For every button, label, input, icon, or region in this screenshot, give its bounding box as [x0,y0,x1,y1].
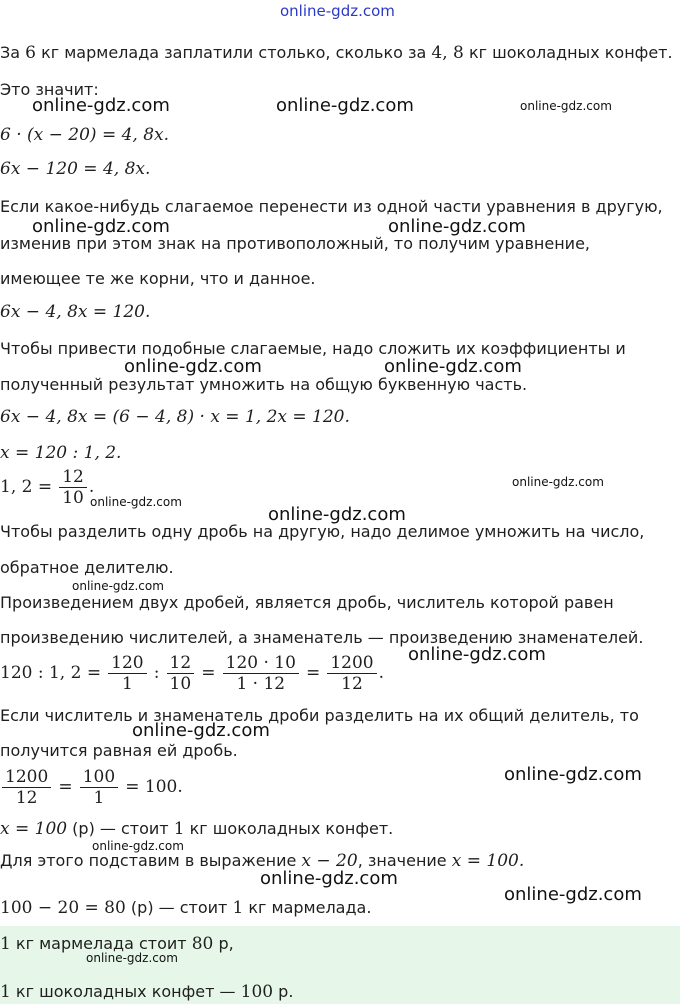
watermark: online-gdz.com [132,720,270,741]
equation-fraction: 1, 2 = $\frac{12}{10}$ . [0,467,95,508]
equation: 6x − 4, 8x = 120. [0,302,151,322]
equation-fractions: $\frac{1200}{12}$ = $\frac{100}{1}$ = 100. [0,764,183,810]
equation: 6 · (x − 20) = 4, 8x. [0,125,170,145]
watermark: online-gdz.com [504,884,642,905]
text-line: Произведением двух дробей, является дробь, числитель которой равен [0,593,614,612]
text-line: имеющее те же корни, что и данное. [0,269,316,288]
fraction: $\frac{120 \cdot 10}{1 \cdot 12}$ [223,653,299,694]
answer-line-marmalade: 1 кг мармелада стоит 80 р, [0,934,234,954]
equation: x = 120 : 1, 2. [0,443,122,463]
watermark: online-gdz.com [92,839,184,853]
equation: 6x − 4, 8x = (6 − 4, 8) · x = 1, 2x = 120. [0,407,350,427]
watermark: online-gdz.com [260,868,398,889]
text-line: Чтобы разделить одну дробь на другую, надо делимое умножить на число, [0,522,645,541]
watermark: online-gdz.com [512,475,604,489]
problem-statement: За 6 кг мармелада заплатили столько, сколько за 4, 8 кг шоколадных конфет. [0,43,673,63]
text-line: обратное делителю. [0,558,174,577]
watermark: online-gdz.com [90,495,182,509]
result-line: x = 100 (р) — стоит 1 кг шоколадных конфет. [0,819,394,839]
text-line: произведению числителей, а знаменатель — произведению знаменателей. [0,628,644,647]
fraction: $\frac{1200}{12}$ [327,653,376,694]
watermark: online-gdz.com [32,95,170,116]
text-line: изменив при этом знак на противоположный, то получим уравнение, [0,234,591,253]
text-line: Чтобы привести подобные слагаемые, надо сложить их коэффициенты и [0,339,626,358]
watermark: online-gdz.com [408,644,546,665]
watermark: online-gdz.com [388,216,526,237]
watermark: online-gdz.com [86,951,178,965]
equation: 6x − 120 = 4, 8x. [0,159,151,179]
watermark-top: online-gdz.com [280,2,395,20]
equation-fractions: 120 : 1, 2 = $\frac{120}{1}$ : $\frac{12}{10}$ = $\frac{120 \cdot 10}{1 \cdot 12}$ = $\frac{1200}{12}$ . [0,653,385,694]
fraction: $\frac{100}{1}$ [80,767,118,808]
watermark: online-gdz.com [124,356,262,377]
fraction: $\frac{1200}{12}$ [2,767,51,808]
watermark: online-gdz.com [504,764,642,785]
text-line: Для этого подставим в выражение x − 20, значение x = 100. [0,851,525,871]
answer-line-chocolate: 1 кг шоколадных конфет — 100 р. [0,982,294,1002]
result-line: 100 − 20 = 80 (р) — стоит 1 кг мармелада. [0,898,372,918]
watermark: online-gdz.com [384,356,522,377]
text-line: Если числитель и знаменатель дроби разделить на их общий делитель, то [0,706,639,725]
watermark: online-gdz.com [520,99,612,113]
watermark: online-gdz.com [268,504,406,525]
watermark: online-gdz.com [276,95,414,116]
text-line: получится равная ей дробь. [0,741,238,760]
watermark: online-gdz.com [32,216,170,237]
fraction: $\frac{120}{1}$ [108,653,146,694]
text-line: Если какое-нибудь слагаемое перенести из одной части уравнения в другую, [0,197,663,216]
fraction: $\frac{12}{10}$ [167,653,195,694]
text-line: Это значит: [0,80,99,99]
fraction: $\frac{12}{10}$ [59,467,87,508]
text-line: полученный результат умножить на общую буквенную часть. [0,375,528,394]
watermark: online-gdz.com [72,579,164,593]
